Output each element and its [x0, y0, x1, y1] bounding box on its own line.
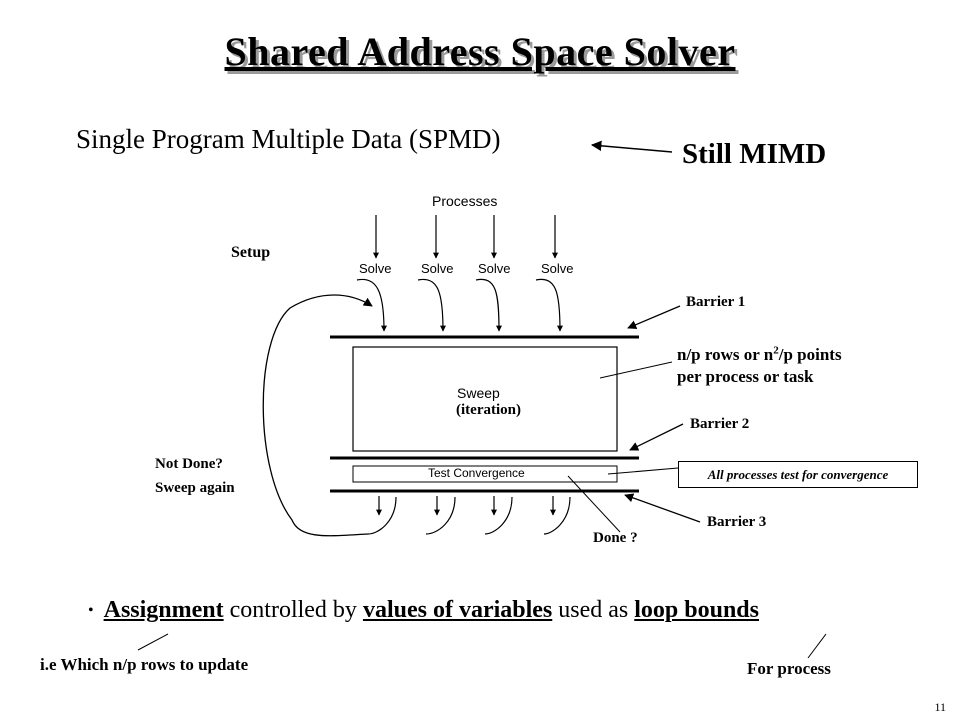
assignment-bullet: [88, 597, 759, 624]
process-arrows: [376, 215, 555, 258]
used-as-text: used as: [552, 597, 635, 623]
loop-bounds-text: loop bounds: [634, 597, 759, 623]
barrier-3-arrow: [625, 495, 700, 522]
barrier-1-label: Barrier 1: [686, 294, 746, 310]
ie-which-rows-note: i.e Which n/p rows to update: [40, 655, 249, 674]
solve-to-barrier-arrows: [357, 279, 560, 331]
bullet-dot-icon: •: [88, 602, 94, 620]
done-pointer-line: [568, 476, 620, 532]
values-of-variables-text: values of variables: [362, 597, 553, 623]
rows-line1-pre: n/p rows or n: [677, 345, 774, 364]
solve-label-2: Solve: [421, 261, 454, 276]
for-process-note: For process: [747, 659, 831, 678]
done-label: Done ?: [593, 530, 638, 546]
barrier-2-arrow: [630, 424, 683, 450]
barrier-3-label: Barrier 3: [707, 514, 767, 530]
page-title: Shared Address Space Solver: [224, 29, 736, 74]
assignment-word: Assignment: [103, 597, 224, 623]
rows-line1-sup: 2: [773, 344, 779, 357]
solve-label-3: Solve: [478, 261, 511, 276]
setup-label: Setup: [231, 244, 271, 261]
page-number: 11: [934, 700, 946, 714]
sweep-label: Sweep: [457, 385, 500, 401]
convergence-pointer-line: [608, 468, 678, 474]
still-mimd-label: Still MIMD: [682, 138, 827, 170]
test-convergence-label: Test Convergence: [428, 466, 525, 480]
solve-label-4: Solve: [541, 261, 574, 276]
rows-per-process-note: [677, 344, 842, 388]
rows-line1-post: /p points: [778, 345, 842, 364]
spmd-subtitle: Single Program Multiple Data (SPMD): [76, 124, 501, 154]
not-done-label: Not Done?: [155, 456, 223, 472]
mimd-arrow: [592, 145, 672, 152]
processes-label: Processes: [432, 193, 498, 209]
ie-pointer-line: [138, 634, 168, 650]
controlled-by-text: controlled by: [223, 597, 363, 623]
for-process-pointer-line: [808, 634, 826, 658]
convergence-note-box: All processes test for convergence: [678, 461, 918, 488]
bottom-curved-arrows: [368, 496, 570, 534]
iteration-label: (iteration): [456, 402, 521, 418]
sweep-again-label: Sweep again: [155, 480, 235, 496]
rows-line2: per process or task: [677, 367, 814, 386]
solve-label-1: Solve: [359, 261, 392, 276]
barrier-1-arrow: [628, 306, 680, 328]
barrier-2-label: Barrier 2: [690, 416, 750, 432]
